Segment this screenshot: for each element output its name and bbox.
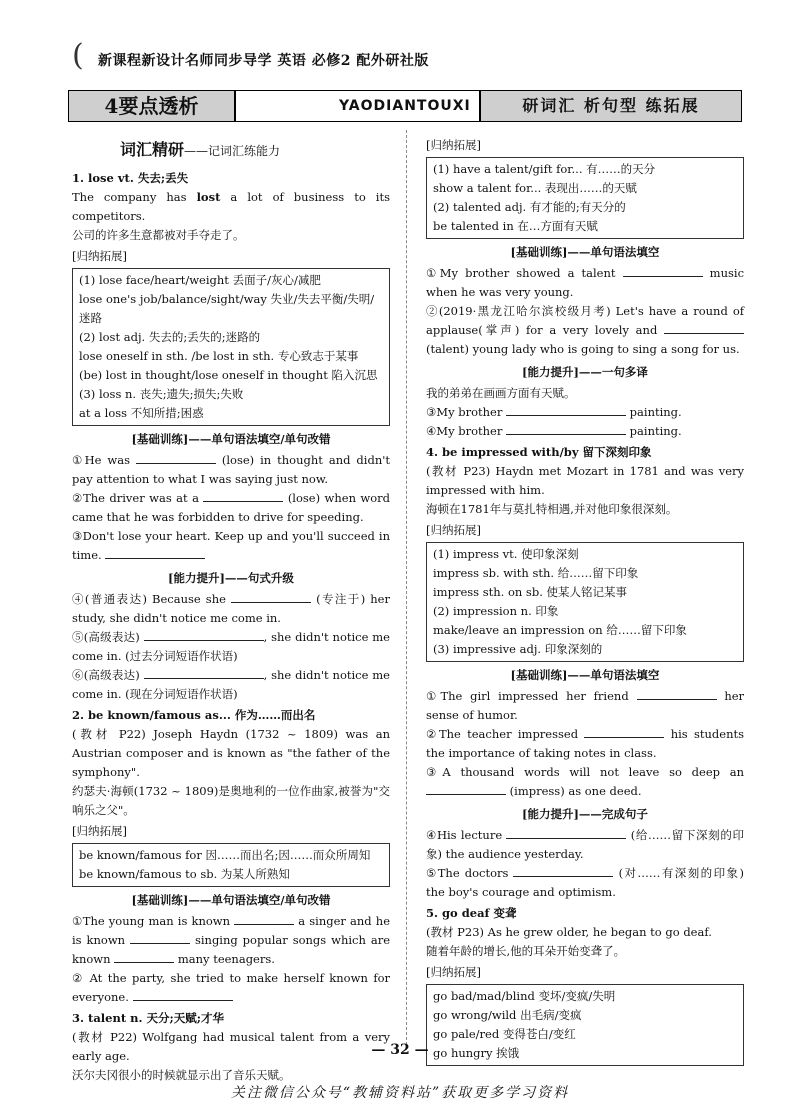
ability-heading: [能力提升]——一句多译 (522, 365, 648, 379)
example-translation: 海顿在1781年与莫扎特相遇,并对他印象很深刻。 (426, 502, 678, 516)
answer-blank[interactable] (136, 451, 216, 464)
box-line: make/leave an impression on 给……留下印象 (433, 623, 687, 637)
example-translation: 沃尔夫冈很小的时候就显示出了音乐天赋。 (72, 1068, 291, 1082)
banner-number: 4要点透析 (69, 91, 236, 121)
box-line: be talented in 在…方面有天赋 (433, 219, 598, 233)
exercise-text: ④My brother (426, 424, 503, 438)
exercise-text: music when he was very young. (426, 266, 745, 299)
exercise-text: ①He was (72, 453, 130, 467)
exercise-text: ④(普通表达) Because she (72, 592, 226, 606)
example-be-known: (教材 P22) Joseph Haydn (1732 ~ 1809) was an Austrian composer and is known as "the father of the symphony". (72, 727, 390, 779)
box-line: lose one's job/balance/sight/way 失业/失去平衡/失明/迷路 (79, 292, 375, 325)
example-translation: 约瑟夫·海顿(1732 ~ 1809)是奥地利的一位作曲家,被誉为"交响乐之父"。 (72, 784, 390, 817)
box-line: be known/famous to sb. 为某人所熟知 (79, 867, 290, 881)
box-line: be known/famous for 因……而出名;因……而众所周知 (79, 848, 371, 862)
box-line: (3) loss n. 丧失;遗失;损失;失败 (79, 387, 244, 401)
basic-training-heading: [基础训练]——单句语法填空/单句改错 (131, 432, 331, 446)
example-impressed: (教材 P23) Haydn met Mozart in 1781 and was very impressed with him. (426, 464, 744, 497)
expansion-box-lose (72, 268, 390, 426)
term-go-deaf: 5. go deaf 变聋 (426, 906, 517, 920)
box-label: [归纳拓展] (72, 824, 127, 838)
answer-blank[interactable] (144, 628, 264, 641)
exercise-r6 (426, 725, 744, 763)
exercise-text: ⑤The doctors (426, 866, 509, 880)
box-line: (2) lost adj. 失去的;丢失的;迷路的 (79, 330, 261, 344)
exercise-8 (72, 969, 390, 1007)
running-header (60, 38, 750, 73)
exercise-text: ④His lecture (426, 828, 503, 842)
exercise-text: ③A thousand words will not leave so deep an (426, 765, 744, 779)
box-line: (2) impression n. 印象 (433, 604, 559, 618)
exercise-r4 (426, 422, 744, 441)
exercise-text: singing popular songs which are known (72, 933, 390, 966)
exercise-text: ①The young man is known (72, 914, 231, 928)
exercise-text: ①My brother showed a talent (426, 266, 616, 280)
box-label: [归纳拓展] (426, 138, 481, 152)
exercise-6 (72, 666, 390, 704)
exercise-2 (72, 489, 390, 527)
exercise-r2 (426, 302, 744, 359)
answer-blank[interactable] (133, 988, 233, 1001)
exercise-text: painting. (629, 424, 682, 438)
exercise-text: ⑥(高级表达) (72, 668, 140, 682)
answer-blank[interactable] (105, 546, 205, 559)
answer-blank[interactable] (114, 950, 174, 963)
box-line: (1) have a talent/gift for... 有……的天分 (433, 162, 656, 176)
box-line: impress sb. with sth. 给……留下印象 (433, 566, 639, 580)
exercise-r8 (426, 826, 744, 864)
answer-blank[interactable] (130, 931, 190, 944)
exercise-text: her sense of humor. (426, 689, 745, 722)
header-bracket: ( (72, 38, 84, 73)
exercise-text: ② At the party, she tried to make herself known for everyone. (72, 971, 390, 1004)
box-line: go wrong/wild 出毛病/变疯 (433, 1008, 582, 1022)
example-go-deaf: (教材 P23) As he grew older, he began to go deaf. (426, 925, 712, 939)
box-line: go bad/mad/blind 变坏/变疯/失明 (433, 989, 616, 1003)
answer-blank[interactable] (234, 912, 294, 925)
box-label: [归纳拓展] (426, 523, 481, 537)
box-line: go pale/red 变得苍白/变红 (433, 1027, 576, 1041)
exercise-text: ③My brother (426, 405, 503, 419)
example-keyword: lost (196, 190, 221, 204)
exercise-text: ③Don't lose your heart. Keep up and you'll succeed in time. (72, 529, 390, 562)
exercise-text: , she didn't notice me come in. (过去分词短语作状语) (72, 630, 390, 663)
answer-blank[interactable] (584, 725, 664, 738)
box-line: (3) impressive adj. 印象深刻的 (433, 642, 603, 656)
answer-blank[interactable] (623, 264, 703, 277)
expansion-box-known (72, 843, 390, 887)
exercise-text: (给……留下深刻的印象) the audience yesterday. (426, 828, 744, 861)
exercise-4 (72, 590, 390, 628)
answer-blank[interactable] (203, 489, 283, 502)
box-line: impress sth. on sb. 使某人铭记某事 (433, 585, 628, 599)
exercise-r9 (426, 864, 744, 902)
box-label: [归纳拓展] (72, 249, 127, 263)
exercise-text: (lose) when word came that he was forbidden to drive for speeding. (72, 491, 391, 524)
exercise-r7 (426, 763, 744, 801)
column-divider (406, 130, 407, 1050)
answer-blank[interactable] (506, 422, 626, 435)
section-banner (68, 90, 742, 122)
exercise-r5 (426, 687, 744, 725)
exercise-text: his students the importance of taking notes in class. (426, 727, 745, 760)
answer-blank[interactable] (513, 864, 613, 877)
answer-blank[interactable] (506, 403, 626, 416)
exercise-5 (72, 628, 390, 666)
basic-training-heading: [基础训练]——单句语法填空 (510, 245, 660, 259)
exercise-text: ⑤(高级表达) (72, 630, 140, 644)
exercise-1 (72, 451, 390, 489)
expansion-box-impress (426, 542, 744, 662)
banner-tag: 研词汇 析句型 练拓展 (479, 91, 741, 121)
box-line: at a loss 不知所措;困惑 (79, 406, 204, 420)
exercise-r1 (426, 264, 744, 302)
box-line: go hungry 挨饿 (433, 1046, 520, 1060)
book-title: 新课程新设计名师同步导学 英语 必修2 配外研社版 (98, 53, 429, 69)
exercise-text: (talent) young lady who is going to sing a song for us. (426, 342, 740, 356)
example-translation: 随着年龄的增长,他的耳朵开始变聋了。 (426, 944, 626, 958)
answer-blank[interactable] (664, 321, 744, 334)
example-lose (72, 188, 390, 226)
exercise-text: painting. (629, 405, 682, 419)
banner-pinyin: YAODIANTOUXI (339, 98, 471, 114)
right-column (426, 134, 744, 1070)
section-title-text: 词汇精研 (120, 140, 185, 159)
box-line: (be) lost in thought/lose oneself in thought 陷入沉思 (79, 368, 378, 382)
left-column (72, 134, 390, 1085)
exercise-text: a singer and he is known (72, 914, 391, 947)
exercise-text: ②The driver was at a (72, 491, 199, 505)
basic-training-heading: [基础训练]——单句语法填空 (510, 668, 660, 682)
term-lose: 1. lose vt. 失去;丢失 (72, 171, 189, 185)
box-line: lose oneself in sth. /be lost in sth. 专心致志于某事 (79, 349, 359, 363)
example-text: The company has (72, 190, 197, 204)
basic-training-heading: [基础训练]——单句语法填空/单句改错 (131, 893, 331, 907)
exercise-text: (专注于) her study, she didn't notice me come in. (72, 592, 390, 625)
example-text: a lot of business to its competitors. (72, 190, 390, 223)
exercise-3 (72, 527, 390, 565)
exercise-r3 (426, 403, 744, 422)
example-talent: (教材 P22) Wolfgang had musical talent from a very early age. (72, 1030, 390, 1063)
term-talent: 3. talent n. 天分;天赋;才华 (72, 1011, 224, 1025)
page-number: — 32 — (371, 1042, 429, 1058)
expansion-box-talent (426, 157, 744, 239)
term-be-known: 2. be known/famous as... 作为……而出名 (72, 708, 316, 722)
box-line: show a talent for... 表现出……的天赋 (433, 181, 637, 195)
section-title (120, 140, 390, 161)
box-line: (1) lose face/heart/weight 丢面子/灰心/减肥 (79, 273, 321, 287)
exercise-text: (lose) in thought and didn't pay attention to what I was saying just now. (72, 453, 391, 486)
example-translation: 公司的许多生意都被对手夺走了。 (72, 228, 245, 242)
box-line: (1) impress vt. 使印象深刻 (433, 547, 579, 561)
exercise-text: many teenagers. (177, 952, 275, 966)
box-line: (2) talented adj. 有才能的;有天分的 (433, 200, 626, 214)
exercise-text: ②The teacher impressed (426, 727, 579, 741)
exercise-text: ①The girl impressed her friend (426, 689, 629, 703)
box-label: [归纳拓展] (426, 965, 481, 979)
exercise-text: (impress) as one deed. (509, 784, 642, 798)
footer-note: 关注微信公众号“教辅资料站”获取更多学习资料 (230, 1085, 570, 1101)
section-subtitle: ——记词汇练能力 (184, 144, 281, 158)
answer-blank[interactable] (144, 666, 264, 679)
translation-prompt: 我的弟弟在画画方面有天赋。 (426, 386, 576, 400)
exercise-text: , she didn't notice me come in. (现在分词短语作状语) (72, 668, 390, 701)
exercise-7 (72, 912, 390, 969)
ability-heading: [能力提升]——完成句子 (522, 807, 648, 821)
exercise-text: (对……有深刻的印象) the boy's courage and optimism. (426, 866, 744, 899)
answer-blank[interactable] (231, 590, 311, 603)
answer-blank[interactable] (637, 687, 717, 700)
term-impressed: 4. be impressed with/by 留下深刻印象 (426, 445, 652, 459)
answer-blank[interactable] (426, 782, 506, 795)
ability-heading: [能力提升]——句式升级 (168, 571, 294, 585)
answer-blank[interactable] (506, 826, 626, 839)
exercise-text: ②(2019·黑龙江哈尔滨校级月考) Let's have a round of applause(掌声) for a very lovely and (426, 304, 744, 337)
